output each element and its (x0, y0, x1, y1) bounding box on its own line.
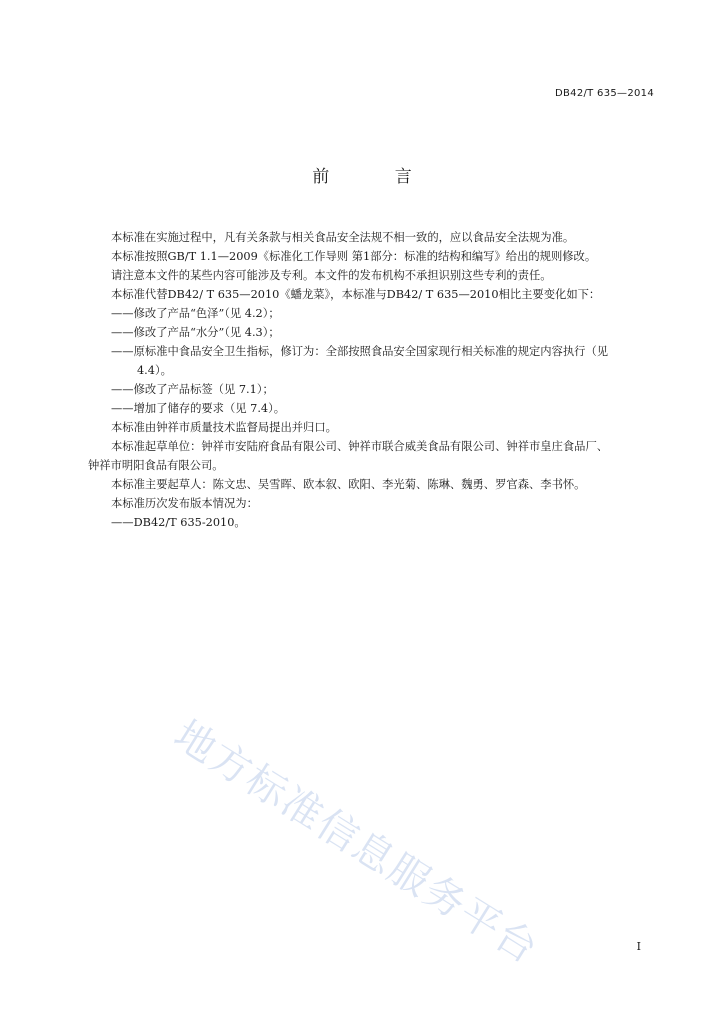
paragraph-proposer: 本标准由钟祥市质量技术监督局提出并归口。 (111, 421, 337, 434)
paragraph-drafting-units: 本标准起草单位：钟祥市安陆府食品有限公司、钟祥市联合威美食品有限公司、钟祥市皇庄食品厂、 (111, 440, 609, 453)
paragraph-drafting-units-continued: 钟祥市明阳食品有限公司。 (88, 459, 224, 472)
paragraph-food-safety: 本标准在实施过程中，凡有关条款与相关食品安全法规不相一致的，应以食品安全法规为准。 (111, 231, 575, 244)
change-item-label: ——修改了产品标签（见 7.1）； (111, 383, 274, 396)
page-number: I (636, 940, 641, 953)
change-item-safety-indicators-continued: 4.4）。 (137, 364, 172, 377)
paragraph-patent-notice: 请注意本文件的某些内容可能涉及专利。本文件的发布机构不承担识别这些专利的责任。 (111, 269, 552, 282)
paragraph-release-history: 本标准历次发布版本情况为： (111, 497, 258, 510)
document-code: DB42/T 635—2014 (555, 88, 654, 99)
change-item-moisture: ——修改了产品“水分”（见 4.3）； (111, 326, 280, 339)
paragraph-replacement: 本标准代替DB42/ T 635—2010《蟠龙菜》，本标准与DB42/ T 635—2010相比主要变化如下： (111, 288, 601, 301)
change-item-safety-indicators: ——原标准中食品安全卫生指标，修订为：全部按照食品安全国家现行相关标准的规定内容执行（见 (111, 345, 609, 358)
document-body (88, 228, 668, 532)
page-title: 前 言 (312, 167, 442, 187)
paragraph-drafting-rules: 本标准按照GB/T 1.1—2009《标准化工作导则 第1部分：标准的结构和编写》给出的规则修改。 (111, 250, 597, 263)
change-item-color: ——修改了产品“色泽”（见 4.2）； (111, 307, 280, 320)
change-item-storage: ——增加了储存的要求（见 7.4）。 (111, 402, 286, 415)
watermark-text: 地方标准信息服务平台 (165, 711, 547, 974)
paragraph-main-drafters: 本标准主要起草人：陈文忠、吴雪晖、欧本叙、欧阳、李光菊、陈琳、魏勇、罗官森、李书怀。 (111, 478, 586, 491)
release-history-item: ——DB42/T 635-2010。 (111, 516, 246, 529)
